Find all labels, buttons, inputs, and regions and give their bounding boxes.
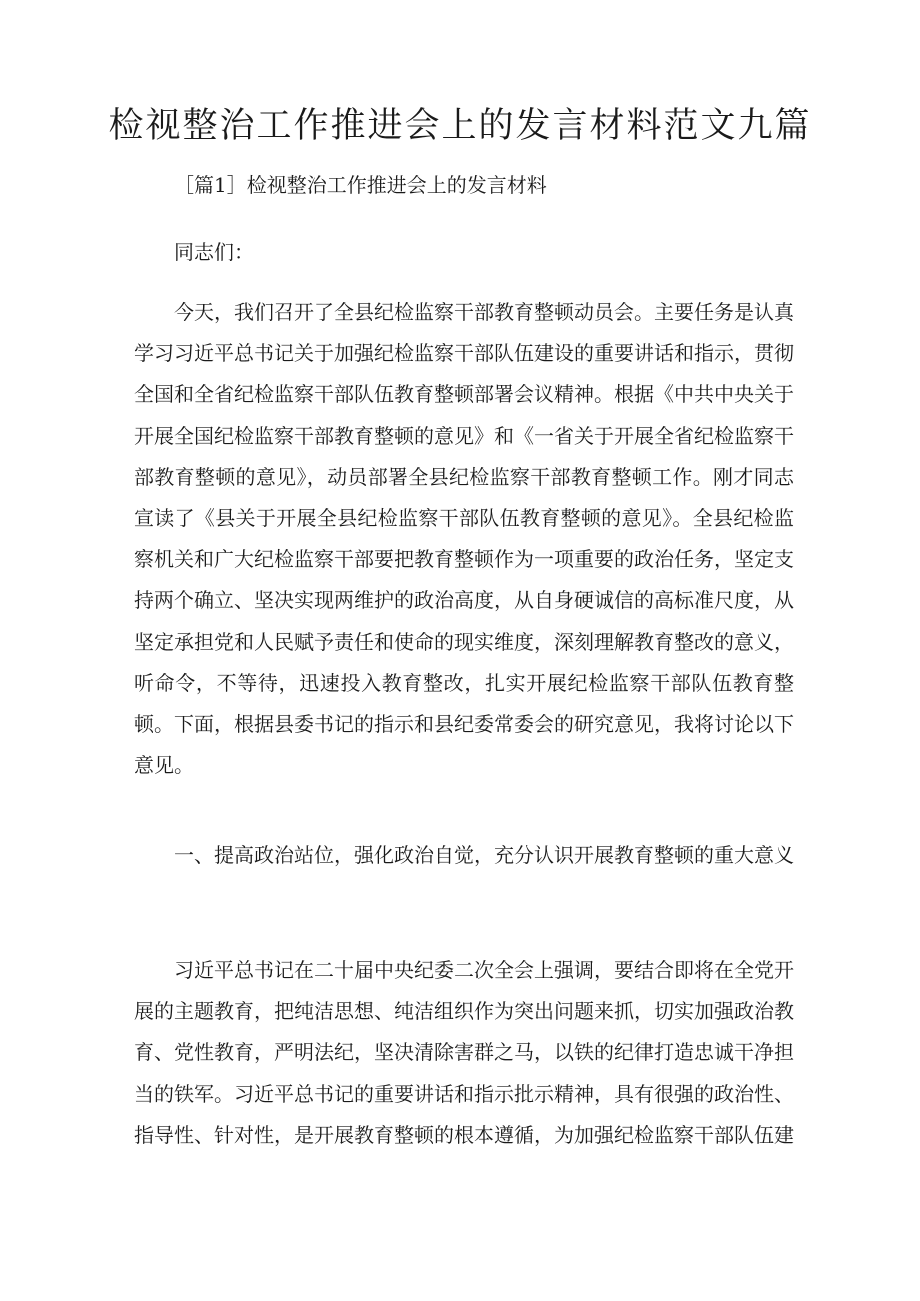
body-paragraph-2: 习近平总书记在二十届中央纪委二次全会上强调，要结合即将在全党开展的主题教育，把纯洁思想、纯洁组织作为突出问题来抓，切实加强政治教育、党性教育，严明法纪，坚决清除害群之马，以铁的纪律打造忠诚干净担当的铁军。习近平总书记的重要讲话和指示批示精神，具有很强的政治性、指导性、针对性，是开展教育整顿的根本遵循，为加强纪检监察干部队伍建 <box>134 958 794 1147</box>
document-title: 检视整治工作推进会上的发言材料范文九篇 <box>108 106 812 146</box>
body-paragraph-1: 今天，我们召开了全县纪检监察干部教育整顿动员会。主要任务是认真学习习近平总书记关于加强纪检监察干部队伍建设的重要讲话和指示，贯彻全国和全省纪检监察干部队伍教育整顿部署会议精神。根据《中共中央关于开展全国纪检监察干部教育整顿的意见》和《一省关于开展全省纪检监察干部教育整顿的意见》，动员部署全县纪检监察干部教育整顿工作。刚才同志宣读了《县关于开展全县纪检监察干部队伍教育整顿的意见》。全县纪检监察机关和广大纪检监察干部要把教育整顿作为一项重要的政治任务，坚定支持两个确立、坚决实现两维护的政治高度，从自身硬诚信的高标准尺度，从坚定承担党和人民赋予责任和使命的现实维度，深刻理解教育整改的意义，听命令，不等待，迅速投入教育整改，扎实开展纪检监察干部队伍教育整顿。下面，根据县委书记的指示和县纪委常委会的研究意见，我将讨论以下意见。 <box>134 300 794 778</box>
section-heading-1: 一、提高政治站位，强化政治自觉，充分认识开展教育整顿的重大意义 <box>174 843 794 867</box>
section-heading: ［篇1］检视整治工作推进会上的发言材料 <box>174 173 547 197</box>
greeting: 同志们： <box>174 240 254 264</box>
